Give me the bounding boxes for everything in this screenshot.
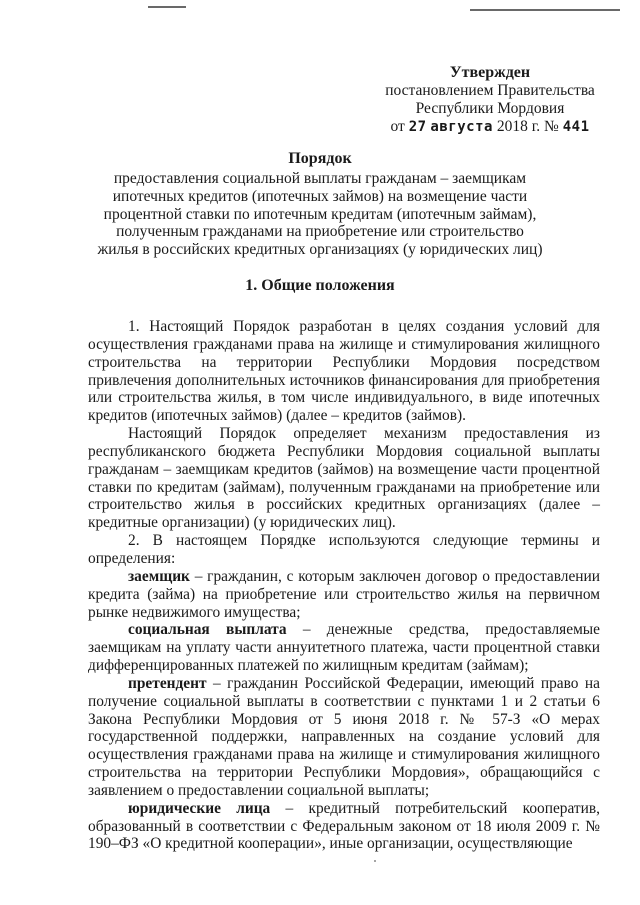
approval-day: 27 [408,119,427,135]
term-legal-entities-definition: – кредитный потребительский кооператив, образованный в соответствии с Федеральным законом от 18 июля 2009 г. № 190–ФЗ «О кредитной кооперации», иные организации, осуществляющие [88,799,601,853]
scan-speck [374,860,376,862]
scan-mark-left [148,6,186,8]
approval-month: августа [430,119,493,135]
approval-date-line [360,118,620,136]
document-title: Порядок [288,150,352,167]
term-social-payment-name: социальная выплата [128,621,287,639]
section-heading: 1. Общие положения [245,277,395,294]
term-borrower-name: заемщик [128,567,190,585]
term-borrower [88,568,600,622]
term-social-payment [88,621,600,675]
paragraph-1: 1. Настоящий Порядок разработан в целях создания условий для осуществления гражданами права на жилище и стимулирования жилищного строительства на территории Республики Мордовия посредством привлечения дополнительных источников финансирования для приобретения или строительства жилья, в том числе индивидуального, в виде ипотечных кредитов (ипотечных займов) (далее – кредитов (займов). [88,318,600,425]
approval-stamp [360,64,620,136]
document-subtitle: предоставления социальной выплаты гражданам – заемщикам ипотечных кредитов (ипотечных займов) на возмещение части процентной ставки по ипотечным кредитам (ипотечным займам), полученным гражданами на приобретение или строительство жилья в российских кредитных организациях (у юридических лиц) [97,170,543,259]
term-social-payment-definition: – денежные средства, предоставляемые заемщикам на уплату части аннуитетного платежа, части процентной ставки дифференцированных платежей по жилищным кредитам (займам); [88,621,600,675]
approval-number: 441 [562,119,590,135]
term-applicant [88,675,600,800]
term-legal-entities [88,800,600,854]
term-applicant-definition: – гражданин Российской Федерации, имеющий право на получение социальной выплаты в соответствии с пунктами 1 и 2 статьи 6 Закона Республики Мордовия от 5 июня 2018 г. № 57-З «О мерах государственной поддержки, направленных на создание условий для осуществления гражданами права на жилище и стимулирования жилищного строительства на территории Республики Мордовия», обращающийся с заявлением о предоставлении социальной выплаты; [88,674,600,799]
approval-line-1: постановлением Правительства [385,82,595,99]
term-legal-entities-name: юридические лица [128,799,271,817]
term-applicant-name: претендент [128,674,207,692]
paragraph-3: 2. В настоящем Порядке используются следующие термины и определения: [88,532,600,567]
paragraph-2: Настоящий Порядок определяет механизм предоставления из республиканского бюджета Республики Мордовия социальной выплаты гражданам – заемщикам кредитов (займов) на возмещение части процентной ставки по кредитам (займам), полученным гражданами на приобретение или строительство жилья в российских кредитных организациях (далее – кредитные организации) (у юридических лиц). [88,425,600,532]
approval-date-prefix: от [390,118,405,135]
approval-year: 2018 г. № [496,118,559,135]
document-body [88,318,600,853]
approval-heading: Утвержден [449,64,531,81]
term-borrower-definition: – гражданин, с которым заключен договор о предоставлении кредита (займа) на приобретение или строительство жилья на первичном рынке недвижимого имущества; [88,567,600,621]
approval-line-2: Республики Мордовия [415,100,565,117]
scan-mark-right [470,9,620,11]
